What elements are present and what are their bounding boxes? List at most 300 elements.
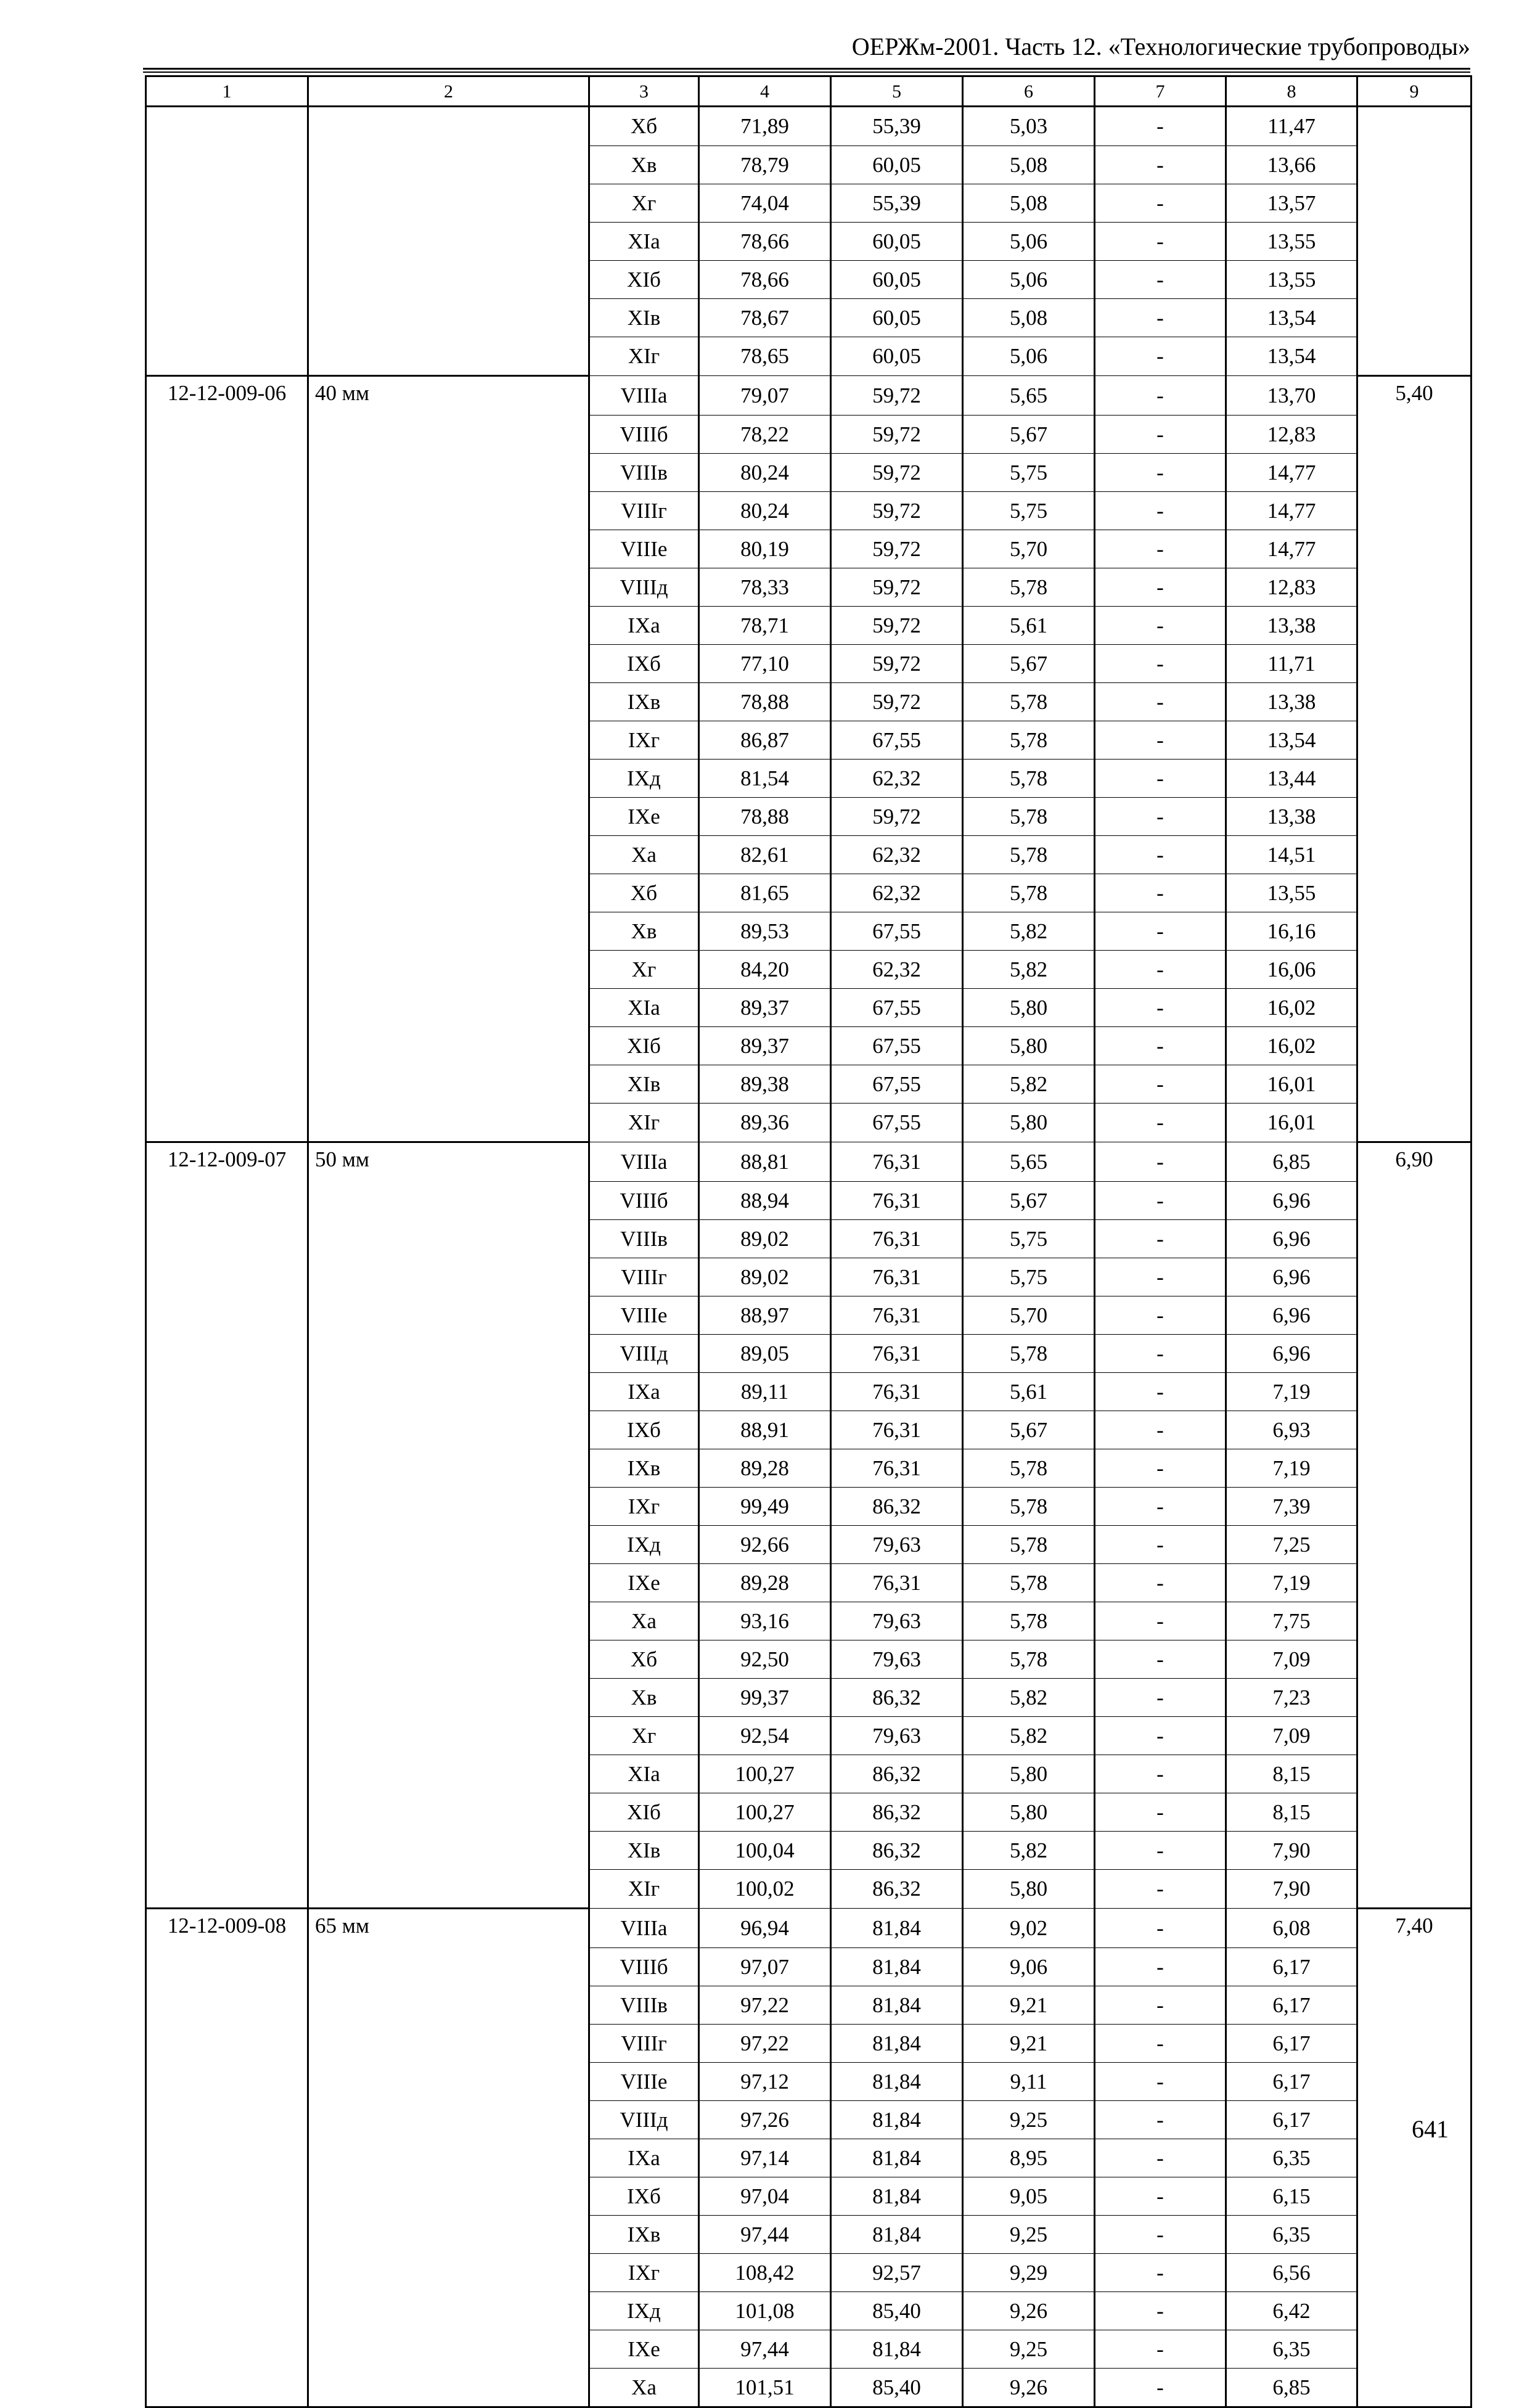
grade-cell: IXб [589,2177,699,2215]
item-name-cell [308,1296,589,1334]
item-code-cell [146,606,308,644]
col4-cell: 97,04 [699,2177,831,2215]
col4-cell: 108,42 [699,2253,831,2291]
col8-cell: 6,96 [1226,1181,1357,1219]
col7-cell: - [1095,453,1226,491]
grade-cell: IXд [589,759,699,797]
table-row [146,2368,1472,2407]
col8-cell: 6,17 [1226,1986,1357,2024]
item-code-cell [146,1947,308,1986]
item-name-cell [308,453,589,491]
grade-cell: VIIIe [589,530,699,568]
col7-cell: - [1095,1831,1226,1869]
col6-cell: 5,70 [963,530,1095,568]
col9-cell [1357,1831,1472,1869]
col6-cell: 9,05 [963,2177,1095,2215]
table-row [146,298,1472,337]
col6-cell: 5,67 [963,415,1095,453]
col8-cell: 6,96 [1226,1296,1357,1334]
item-name-cell [308,1525,589,1563]
col6-cell: 5,65 [963,1142,1095,1182]
column-number-5: 5 [831,76,963,107]
item-name-cell [308,2330,589,2368]
col5-cell: 86,32 [831,1831,963,1869]
col5-cell: 76,31 [831,1449,963,1487]
col9-cell [1357,1026,1472,1065]
grade-cell: XIв [589,1065,699,1103]
col9-cell [1357,1065,1472,1103]
col7-cell: - [1095,2368,1226,2407]
item-code-cell [146,950,308,988]
col5-cell: 76,31 [831,1142,963,1182]
grade-cell: VIIIб [589,415,699,453]
col5-cell: 59,72 [831,606,963,644]
col8-cell: 13,66 [1226,145,1357,184]
col8-cell: 7,09 [1226,1640,1357,1678]
item-code-cell [146,1258,308,1296]
col9-cell [1357,1449,1472,1487]
col8-cell: 6,08 [1226,1909,1357,1948]
col6-cell: 5,70 [963,1296,1095,1334]
col4-cell: 79,07 [699,376,831,416]
item-name-cell [308,606,589,644]
table-row [146,1103,1472,1142]
item-name-cell [308,1219,589,1258]
col7-cell: - [1095,2062,1226,2100]
col4-cell: 78,79 [699,145,831,184]
col7-cell: - [1095,1909,1226,1948]
grade-cell: VIIIд [589,1334,699,1372]
col7-cell: - [1095,682,1226,721]
col7-cell: - [1095,2024,1226,2062]
table-row [146,1449,1472,1487]
col9-cell [1357,2330,1472,2368]
col8-cell: 13,44 [1226,759,1357,797]
col6-cell: 5,78 [963,797,1095,835]
col7-cell: - [1095,1678,1226,1716]
col8-cell: 12,83 [1226,415,1357,453]
item-code-cell [146,1296,308,1334]
col4-cell: 78,67 [699,298,831,337]
col7-cell: - [1095,1755,1226,1793]
table-row [146,1219,1472,1258]
col8-cell: 7,39 [1226,1487,1357,1525]
item-code-cell [146,2177,308,2215]
column-number-6: 6 [963,76,1095,107]
col6-cell: 5,67 [963,1411,1095,1449]
item-name-cell [308,1026,589,1065]
item-name-cell [308,145,589,184]
col5-cell: 76,31 [831,1411,963,1449]
col9-cell [1357,184,1472,222]
col5-cell: 92,57 [831,2253,963,2291]
col7-cell: - [1095,1258,1226,1296]
col9-cell: 7,40 [1357,1909,1472,1948]
col6-cell: 9,06 [963,1947,1095,1986]
grade-cell: Xa [589,835,699,874]
grade-cell: VIIIe [589,2062,699,2100]
column-number-7: 7 [1095,76,1226,107]
table-row [146,1831,1472,1869]
column-number-row [146,76,1472,107]
item-name-cell [308,222,589,260]
col6-cell: 5,80 [963,1026,1095,1065]
item-code-cell: 12-12-009-08 [146,1909,308,1948]
item-name-cell [308,2215,589,2253]
header-rule-thin [143,72,1470,73]
col4-cell: 92,66 [699,1525,831,1563]
item-code-cell [146,1986,308,2024]
col7-cell: - [1095,1181,1226,1219]
item-name-cell [308,721,589,759]
table-row [146,260,1472,298]
item-name-cell [308,298,589,337]
col9-cell [1357,107,1472,146]
col7-cell: - [1095,606,1226,644]
item-code-cell [146,1640,308,1678]
table-row [146,1909,1472,1948]
col6-cell: 5,80 [963,1755,1095,1793]
col6-cell: 5,80 [963,1103,1095,1142]
grade-cell: IXб [589,644,699,682]
col5-cell: 60,05 [831,222,963,260]
col4-cell: 101,51 [699,2368,831,2407]
col4-cell: 88,81 [699,1142,831,1182]
col5-cell: 59,72 [831,530,963,568]
col7-cell: - [1095,1869,1226,1909]
col8-cell: 14,51 [1226,835,1357,874]
col9-cell [1357,912,1472,950]
item-code-cell [146,835,308,874]
col6-cell: 5,82 [963,1831,1095,1869]
table-row [146,797,1472,835]
table-row [146,1258,1472,1296]
col4-cell: 80,24 [699,491,831,530]
col7-cell: - [1095,222,1226,260]
col7-cell: - [1095,2100,1226,2139]
grade-cell: IXв [589,682,699,721]
col7-cell: - [1095,568,1226,606]
col6-cell: 9,26 [963,2291,1095,2330]
table-row [146,682,1472,721]
col4-cell: 78,88 [699,797,831,835]
col5-cell: 79,63 [831,1716,963,1755]
col8-cell: 7,90 [1226,1831,1357,1869]
grade-cell: IXв [589,1449,699,1487]
col7-cell: - [1095,2253,1226,2291]
item-name-cell [308,1449,589,1487]
col8-cell: 8,15 [1226,1793,1357,1831]
grade-cell: IXe [589,1563,699,1602]
col5-cell: 76,31 [831,1296,963,1334]
grade-cell: XIв [589,1831,699,1869]
col5-cell: 59,72 [831,376,963,416]
col6-cell: 5,82 [963,1065,1095,1103]
col9-cell [1357,1640,1472,1678]
grade-cell: IXд [589,2291,699,2330]
item-name-cell [308,1640,589,1678]
item-name-cell [308,491,589,530]
col5-cell: 86,32 [831,1678,963,1716]
item-name-cell [308,2100,589,2139]
col6-cell: 5,03 [963,107,1095,146]
col8-cell: 7,19 [1226,1563,1357,1602]
col5-cell: 67,55 [831,988,963,1026]
col6-cell: 5,08 [963,145,1095,184]
item-code-cell [146,2253,308,2291]
col9-cell [1357,1986,1472,2024]
grade-cell: XIг [589,337,699,376]
item-code-cell [146,2368,308,2407]
col6-cell: 5,08 [963,184,1095,222]
item-code-cell [146,1487,308,1525]
item-code-cell [146,1449,308,1487]
col9-cell [1357,1793,1472,1831]
col9-cell [1357,298,1472,337]
grade-cell: Xг [589,1716,699,1755]
col4-cell: 80,19 [699,530,831,568]
col9-cell [1357,2253,1472,2291]
col5-cell: 62,32 [831,759,963,797]
col5-cell: 81,84 [831,2024,963,2062]
col8-cell: 6,35 [1226,2139,1357,2177]
item-name-cell [308,107,589,146]
col5-cell: 81,84 [831,1947,963,1986]
col4-cell: 92,54 [699,1716,831,1755]
col4-cell: 78,66 [699,222,831,260]
col7-cell: - [1095,260,1226,298]
col5-cell: 86,32 [831,1755,963,1793]
col8-cell: 14,77 [1226,491,1357,530]
col7-cell: - [1095,530,1226,568]
col8-cell: 16,02 [1226,1026,1357,1065]
col9-cell [1357,337,1472,376]
col6-cell: 5,06 [963,260,1095,298]
col6-cell: 9,25 [963,2330,1095,2368]
col8-cell: 16,06 [1226,950,1357,988]
item-name-cell [308,2024,589,2062]
col8-cell: 8,15 [1226,1755,1357,1793]
col8-cell: 16,16 [1226,912,1357,950]
item-code-cell [146,107,308,146]
item-name-cell [308,797,589,835]
grade-cell: Xa [589,1602,699,1640]
item-code-cell: 12-12-009-06 [146,376,308,416]
col7-cell: - [1095,107,1226,146]
col9-cell [1357,2368,1472,2407]
col4-cell: 89,38 [699,1065,831,1103]
col8-cell: 13,70 [1226,376,1357,416]
grade-cell: IXa [589,1372,699,1411]
col9-cell [1357,1678,1472,1716]
col9-cell [1357,2024,1472,2062]
col6-cell: 5,78 [963,1640,1095,1678]
item-code-cell [146,1181,308,1219]
col7-cell: - [1095,721,1226,759]
col6-cell: 5,61 [963,1372,1095,1411]
col7-cell: - [1095,1219,1226,1258]
col9-cell [1357,835,1472,874]
item-code-cell [146,1678,308,1716]
col5-cell: 81,84 [831,2177,963,2215]
grade-cell: VIIIa [589,1909,699,1948]
item-code-cell [146,1372,308,1411]
column-number-1: 1 [146,76,308,107]
col9-cell [1357,1755,1472,1793]
col9-cell [1357,1219,1472,1258]
item-name-cell [308,1181,589,1219]
item-name-cell [308,2291,589,2330]
col4-cell: 78,65 [699,337,831,376]
grade-cell: IXв [589,2215,699,2253]
col6-cell: 5,78 [963,835,1095,874]
col6-cell: 5,78 [963,1334,1095,1372]
col6-cell: 5,78 [963,1602,1095,1640]
item-code-cell [146,644,308,682]
col4-cell: 88,91 [699,1411,831,1449]
item-code-cell [146,568,308,606]
col8-cell: 6,96 [1226,1334,1357,1372]
col6-cell: 5,78 [963,682,1095,721]
item-name-cell [308,759,589,797]
col7-cell: - [1095,1334,1226,1372]
table-row [146,376,1472,416]
col5-cell: 60,05 [831,260,963,298]
col4-cell: 92,50 [699,1640,831,1678]
item-name-cell [308,1793,589,1831]
col5-cell: 79,63 [831,1525,963,1563]
item-name-cell [308,1334,589,1372]
table-row [146,1563,1472,1602]
table-row [146,2215,1472,2253]
item-name-cell [308,874,589,912]
item-code-cell [146,1411,308,1449]
grade-cell: VIIIг [589,1258,699,1296]
col6-cell: 5,06 [963,222,1095,260]
col5-cell: 76,31 [831,1372,963,1411]
col7-cell: - [1095,184,1226,222]
col9-cell [1357,606,1472,644]
item-name-cell [308,1678,589,1716]
col7-cell: - [1095,1525,1226,1563]
col5-cell: 76,31 [831,1334,963,1372]
col5-cell: 76,31 [831,1219,963,1258]
grade-cell: Xв [589,1678,699,1716]
item-name-cell [308,530,589,568]
col5-cell: 62,32 [831,835,963,874]
col6-cell: 5,61 [963,606,1095,644]
col9-cell [1357,530,1472,568]
table-row [146,2330,1472,2368]
col9-cell [1357,682,1472,721]
col4-cell: 97,44 [699,2215,831,2253]
col8-cell: 6,17 [1226,2024,1357,2062]
col5-cell: 59,72 [831,682,963,721]
item-code-cell [146,1716,308,1755]
col9-cell [1357,988,1472,1026]
col5-cell: 76,31 [831,1181,963,1219]
col5-cell: 67,55 [831,721,963,759]
item-name-cell [308,2062,589,2100]
col6-cell: 5,75 [963,491,1095,530]
item-name-cell [308,1065,589,1103]
col8-cell: 6,56 [1226,2253,1357,2291]
table-row [146,759,1472,797]
col8-cell: 6,42 [1226,2291,1357,2330]
col9-cell [1357,2139,1472,2177]
col4-cell: 89,02 [699,1219,831,1258]
item-name-cell [308,1986,589,2024]
item-name-cell [308,1947,589,1986]
grade-cell: VIIIв [589,453,699,491]
table-row [146,337,1472,376]
col7-cell: - [1095,1103,1226,1142]
col9-cell [1357,1181,1472,1219]
col4-cell: 100,27 [699,1755,831,1793]
col4-cell: 78,66 [699,260,831,298]
table-row [146,950,1472,988]
item-code-cell [146,2024,308,2062]
col7-cell: - [1095,1296,1226,1334]
table-row [146,2177,1472,2215]
grade-cell: XIб [589,1793,699,1831]
item-code-cell [146,1219,308,1258]
item-code-cell [146,682,308,721]
col9-cell [1357,759,1472,797]
col4-cell: 89,37 [699,1026,831,1065]
grade-cell: XIa [589,222,699,260]
col8-cell: 6,93 [1226,1411,1357,1449]
item-code-cell [146,415,308,453]
col4-cell: 89,11 [699,1372,831,1411]
grade-cell: XIa [589,1755,699,1793]
item-name-cell [308,1487,589,1525]
col5-cell: 86,32 [831,1869,963,1909]
item-code-cell [146,2215,308,2253]
table-row [146,1026,1472,1065]
col8-cell: 16,02 [1226,988,1357,1026]
col5-cell: 76,31 [831,1258,963,1296]
table-row [146,1372,1472,1411]
col6-cell: 5,80 [963,1793,1095,1831]
grade-cell: IXe [589,2330,699,2368]
col7-cell: - [1095,2215,1226,2253]
col9-cell [1357,1947,1472,1986]
grade-cell: XIa [589,988,699,1026]
col7-cell: - [1095,145,1226,184]
item-name-cell [308,835,589,874]
col8-cell: 7,19 [1226,1372,1357,1411]
col9-cell [1357,491,1472,530]
col4-cell: 88,94 [699,1181,831,1219]
item-name-cell [308,2177,589,2215]
col9-cell [1357,2291,1472,2330]
col8-cell: 13,55 [1226,260,1357,298]
col4-cell: 97,14 [699,2139,831,2177]
col7-cell: - [1095,1947,1226,1986]
table-row [146,2291,1472,2330]
col4-cell: 84,20 [699,950,831,988]
col6-cell: 9,26 [963,2368,1095,2407]
table-row [146,568,1472,606]
column-number-9: 9 [1357,76,1472,107]
col7-cell: - [1095,874,1226,912]
col7-cell: - [1095,1142,1226,1182]
column-number-8: 8 [1226,76,1357,107]
col4-cell: 78,71 [699,606,831,644]
table-row [146,1755,1472,1793]
grade-cell: IXд [589,1525,699,1563]
